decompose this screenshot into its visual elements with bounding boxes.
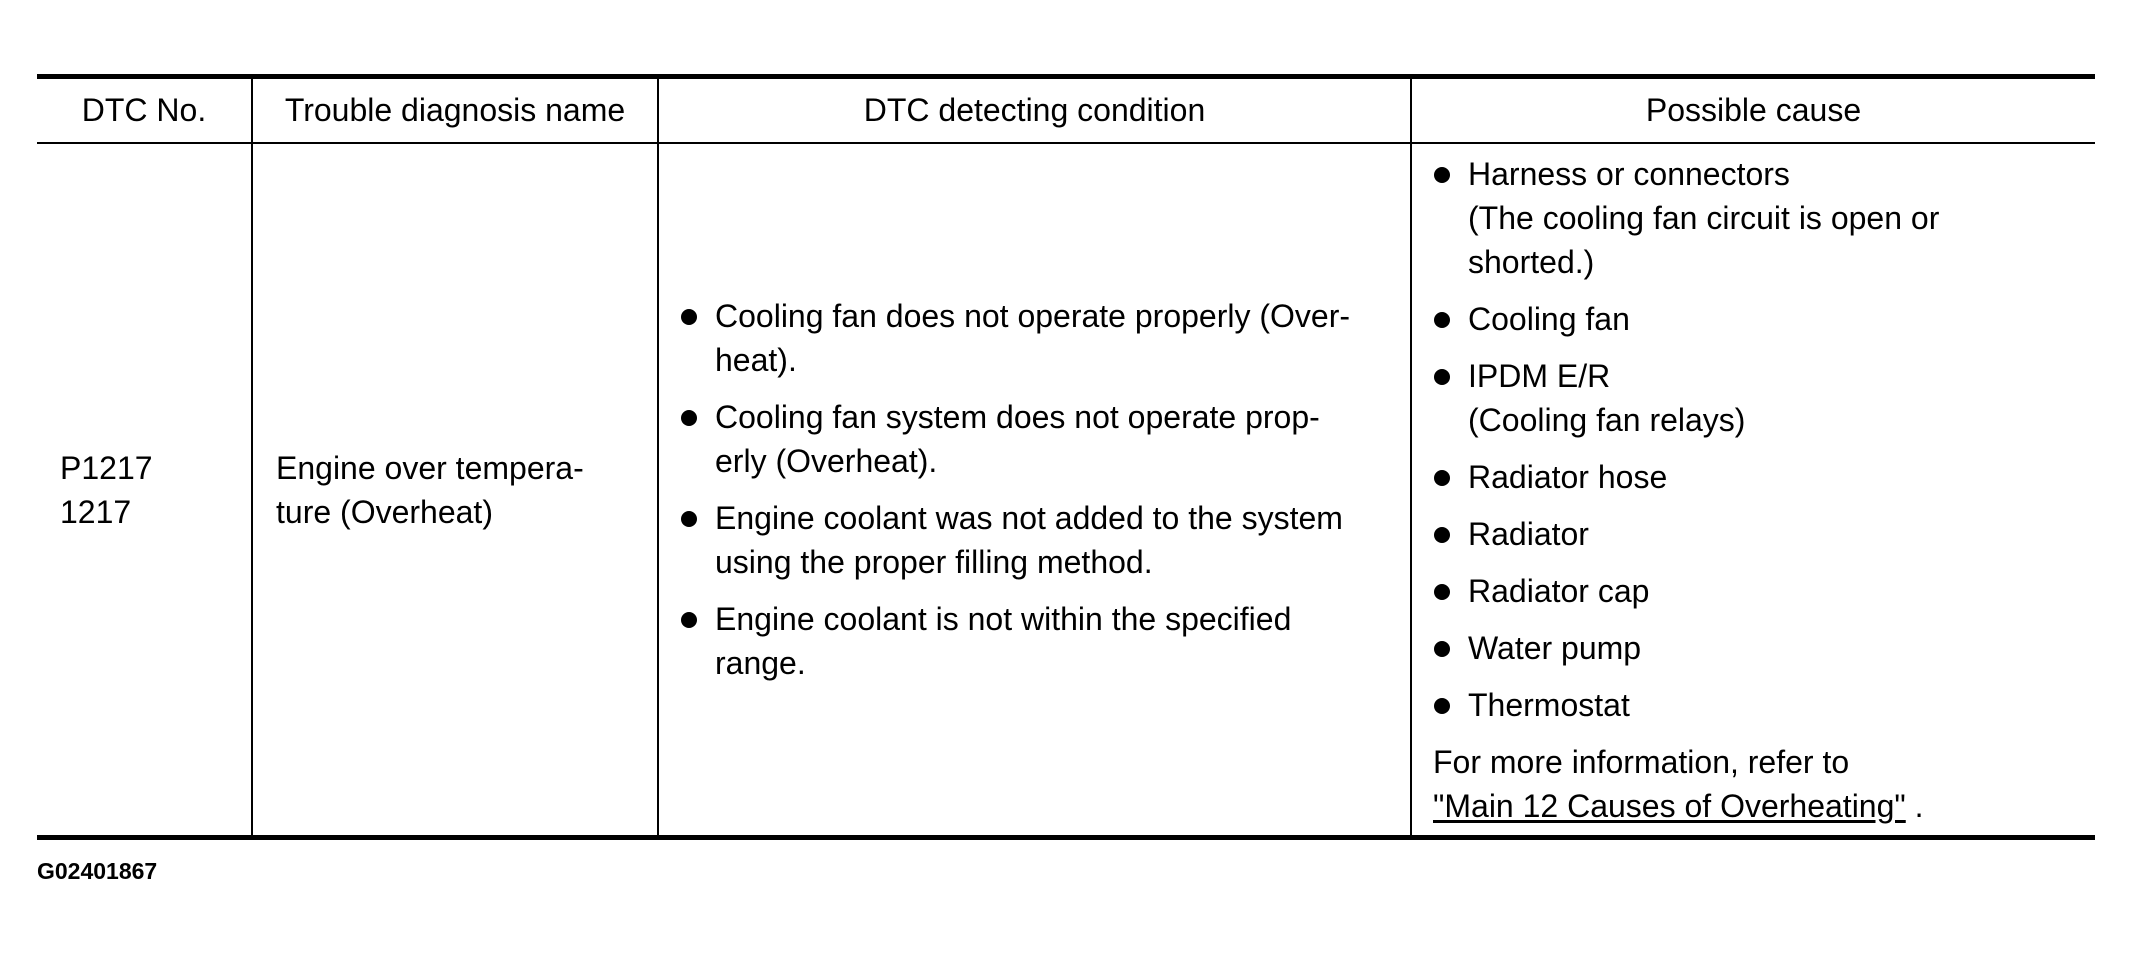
cause-text: shorted.) [1468, 243, 1595, 280]
header-trouble-diagnosis-name: Trouble diagnosis name [284, 92, 626, 128]
column-divider [657, 79, 659, 835]
bullet-icon [1434, 470, 1450, 486]
cause-text: Thermostat [1468, 686, 1630, 723]
cause-text: (The cooling fan circuit is open or [1468, 199, 1940, 236]
cell-detecting-condition [680, 144, 1408, 835]
more-information [1433, 740, 2093, 828]
header-possible-cause: Possible cause [1645, 92, 1862, 128]
cause-text: Cooling fan [1468, 300, 1630, 337]
cause-text: Radiator hose [1468, 458, 1668, 495]
condition-list [680, 294, 1408, 685]
bullet-icon [681, 511, 697, 527]
condition-text: Engine coolant was not added to the system [715, 500, 1343, 536]
dtc-table [37, 74, 2095, 840]
diagnosis-name-line: Engine over tempera- [276, 449, 584, 486]
cell-possible-cause [1433, 144, 2093, 835]
cause-text: IPDM E/R [1468, 357, 1611, 394]
diagnosis-name-line: ture (Overheat) [276, 493, 493, 530]
dtc-code: P1217 [60, 449, 153, 486]
cause-item [1433, 569, 2093, 613]
bullet-icon [1434, 527, 1450, 543]
cause-text: Harness or connectors [1468, 155, 1790, 192]
condition-item [680, 395, 1408, 483]
cause-item [1433, 512, 2093, 556]
cause-item [1433, 354, 2093, 442]
column-divider [251, 79, 253, 835]
cause-text: (Cooling fan relays) [1468, 401, 1746, 438]
cause-item [1433, 455, 2093, 499]
condition-text: Engine coolant is not within the specified [715, 601, 1292, 637]
bullet-icon [1434, 167, 1450, 183]
condition-text: Cooling fan system does not operate prop- [715, 399, 1320, 435]
cell-dtc-no [60, 144, 250, 835]
column-divider [1410, 79, 1412, 835]
cause-text: Water pump [1468, 629, 1642, 666]
cause-item [1433, 297, 2093, 341]
bullet-icon [1434, 584, 1450, 600]
header-dtc-no: DTC No. [81, 92, 207, 128]
bullet-icon [681, 612, 697, 628]
dtc-code: 1217 [60, 493, 132, 530]
cause-text: Radiator cap [1468, 572, 1650, 609]
condition-text: Cooling fan does not operate properly (Over- [715, 298, 1351, 334]
condition-item [680, 294, 1408, 382]
bullet-icon [681, 410, 697, 426]
more-info-suffix: . [1905, 787, 1924, 824]
cause-text: Radiator [1468, 515, 1589, 552]
header-dtc-detecting-condition: DTC detecting condition [863, 92, 1206, 128]
bullet-icon [1434, 698, 1450, 714]
overheating-causes-link[interactable]: "Main 12 Causes of Overheating" [1433, 787, 1906, 824]
more-info-prefix: For more information, refer to [1433, 743, 1850, 780]
condition-item [680, 496, 1408, 584]
condition-text: using the proper filling method. [715, 544, 1153, 580]
condition-text: erly (Overheat). [715, 443, 938, 479]
bullet-icon [1434, 312, 1450, 328]
bullet-icon [1434, 369, 1450, 385]
cause-list [1433, 152, 2093, 740]
cause-item [1433, 152, 2093, 284]
bullet-icon [1434, 641, 1450, 657]
condition-text: range. [715, 645, 806, 681]
condition-item [680, 597, 1408, 685]
bullet-icon [681, 309, 697, 325]
cause-item [1433, 626, 2093, 670]
cell-diagnosis-name [276, 144, 656, 835]
cause-item [1433, 683, 2093, 727]
figure-id: G02401867 [37, 858, 158, 884]
condition-text: heat). [715, 342, 797, 378]
